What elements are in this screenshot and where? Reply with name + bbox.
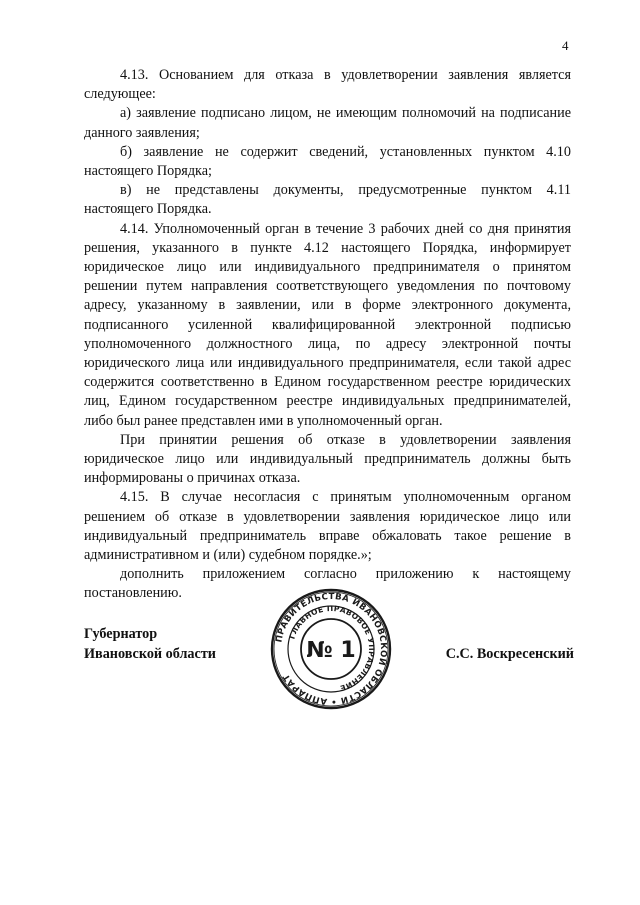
seal-outer-text: ПРАВИТЕЛЬСТВА ИВАНОВСКОЙ ОБЛАСТИ • АППАРАТ [274,591,389,707]
paragraph-appendix: дополнить приложением согласно приложению к настоящему постановлению. [84,566,571,602]
seal-stamp-icon [270,588,392,710]
signatory-role-line1: Губернатор [84,626,158,642]
page-number: 4 [562,38,569,53]
document-body [84,66,571,604]
signatory-role [84,624,216,664]
seal-inner-text: ГЛАВНОЕ ПРАВОВОЕ УПРАВЛЕНИЕ [287,603,377,693]
paragraph-item-b: б) заявление не содержит сведений, установленных пунктом 4.10 настоящего Порядка; [84,143,571,180]
signatory-name: С.С. Воскресенский [445,646,574,662]
paragraph-4-15: 4.15. В случае несогласия с принятым уполномоченным органом решением об отказе в удовлетворении заявления юридическое лицо или индивидуальный предприниматель вправе обжаловать такое решение в административном и (или) судебном порядке.»; [84,489,571,564]
paragraph-4-13: 4.13. Основанием для отказа в удовлетворении заявления является следующее: [84,67,571,103]
paragraph-item-v: в) не представлены документы, предусмотренные пунктом 4.11 настоящего Порядка. [84,182,571,218]
seal-center-number: № 1 [306,638,356,663]
paragraph-4-14: 4.14. Уполномоченный орган в течение 3 рабочих дней со дня принятия решения, указанного в пункте 4.12 настоящего Порядка, информирует юридическое лицо или индивидуального предпринимателя о принятом решении путем направления соответствующего уведомления по почтовому адресу, указанному в заявлении, или в форме электронного документа, подписанного усиленной квалифицированной электронной подписью уполномоченного должностного лица, по адресу электронной почты юридического лица или индивидуального предпринимателя, если такой адрес содержится соответственно в Едином государственном реестре юридических лиц, Едином государственном реестре индивидуальных предпринимателей, либо был ранее представлен ими в уполномоченный орган. [84,220,571,429]
paragraph-item-a: а) заявление подписано лицом, не имеющим полномочий на подписание данного заявления; [84,105,571,141]
official-seal [270,588,392,710]
signatory-role-line2: Ивановской области [84,646,216,662]
paragraph-refusal-info: При принятии решения об отказе в удовлетворении заявления юридическое лицо или индивидуальный предприниматель должны быть информированы о причинах отказа. [84,431,571,487]
